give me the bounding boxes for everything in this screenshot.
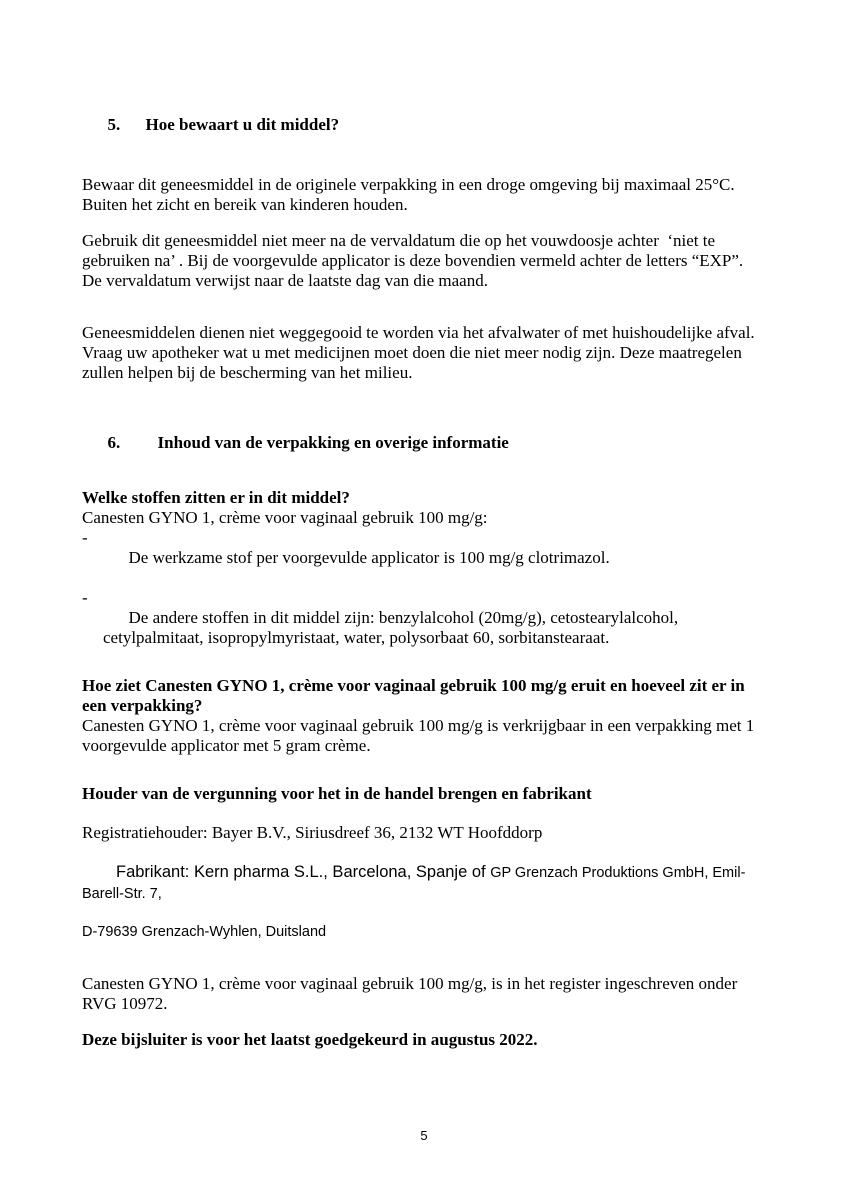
dash-marker: - bbox=[82, 588, 88, 607]
ingredient-text: De andere stoffen in dit middel zijn: benzylalcohol (20mg/g), cetostearylalcohol, cetylpalmitaat, isopropylmyristaat, water, polysorbaat 60, sorbitanstearaat. bbox=[103, 608, 683, 647]
ingredient-item-other-substances bbox=[82, 588, 766, 668]
section-6-heading bbox=[82, 413, 766, 473]
manufacturer-secondary: GP Grenzach Produktions GmbH, Emil-Barell-Str. 7, bbox=[82, 865, 746, 902]
section-6-number: 6. bbox=[107, 433, 121, 452]
register-number-paragraph: Canesten GYNO 1, crème voor vaginaal gebruik 100 mg/g, is in het register ingeschreven onder RVG 10972. bbox=[82, 974, 742, 1013]
appearance-heading: Hoe ziet Canesten GYNO 1, crème voor vaginaal gebruik 100 mg/g eruit en hoeveel zit er in een verpakking? bbox=[82, 676, 749, 715]
storage-instruction-line-2: Buiten het zicht en bereik van kinderen houden. bbox=[82, 195, 408, 214]
leaflet-content bbox=[82, 95, 766, 1050]
manufacturer-name: Fabrikant: Kern pharma S.L., Barcelona, Spanje of bbox=[116, 863, 491, 881]
page-number: 5 bbox=[420, 1128, 428, 1143]
ingredients-intro: Canesten GYNO 1, crème voor vaginaal gebruik 100 mg/g: bbox=[82, 508, 488, 527]
section-6-title: Inhoud van de verpakking en overige informatie bbox=[157, 433, 509, 452]
approval-date-statement: Deze bijsluiter is voor het laatst goedgekeurd in augustus 2022. bbox=[82, 1030, 538, 1049]
expiry-warning-paragraph: Gebruik dit geneesmiddel niet meer na de vervaldatum die op het vouwdoosje achter ‘niet te gebruiken na’ . Bij de voorgevulde applicator is deze bovendien vermeld achter de letters “EXP”. De vervaldatum verwijst naar de laatste dag van die maand. bbox=[82, 231, 748, 290]
section-5-title: Hoe bewaart u dit middel? bbox=[145, 115, 340, 134]
storage-instruction-line-1: Bewaar dit geneesmiddel in de originele verpakking in een droge omgeving bij maximaal 25°C. bbox=[82, 175, 735, 194]
marketing-authorisation-heading: Houder van de vergunning voor het in de handel brengen en fabrikant bbox=[82, 784, 592, 803]
appearance-paragraph: Canesten GYNO 1, crème voor vaginaal gebruik 100 mg/g is verkrijgbaar in een verpakking met 1 voorgevulde applicator met 5 gram crème. bbox=[82, 716, 759, 755]
ingredient-text: De werkzame stof per voorgevulde applicator is 100 mg/g clotrimazol. bbox=[128, 548, 610, 567]
section-5-heading bbox=[82, 95, 766, 155]
manufacturer-block bbox=[82, 823, 766, 942]
manufacturer-line-2: D-79639 Grenzach-Wyhlen, Duitsland bbox=[82, 924, 327, 940]
manufacturer-line-1 bbox=[82, 843, 766, 923]
disposal-paragraph: Geneesmiddelen dienen niet weggegooid te worden via het afvalwater of met huishoudelijke afval. Vraag uw apotheker wat u met medicijnen moet doen die niet meer nodig zijn. Deze maatregelen zullen helpen bij de bescherming van het milieu. bbox=[82, 323, 759, 382]
ingredients-heading: Welke stoffen zitten er in dit middel? bbox=[82, 488, 350, 507]
ingredient-item-active-substance bbox=[82, 528, 766, 588]
dash-marker: - bbox=[82, 528, 88, 547]
section-5-number: 5. bbox=[107, 115, 121, 134]
registration-holder-line: Registratiehouder: Bayer B.V., Siriusdreef 36, 2132 WT Hoofddorp bbox=[82, 823, 543, 842]
